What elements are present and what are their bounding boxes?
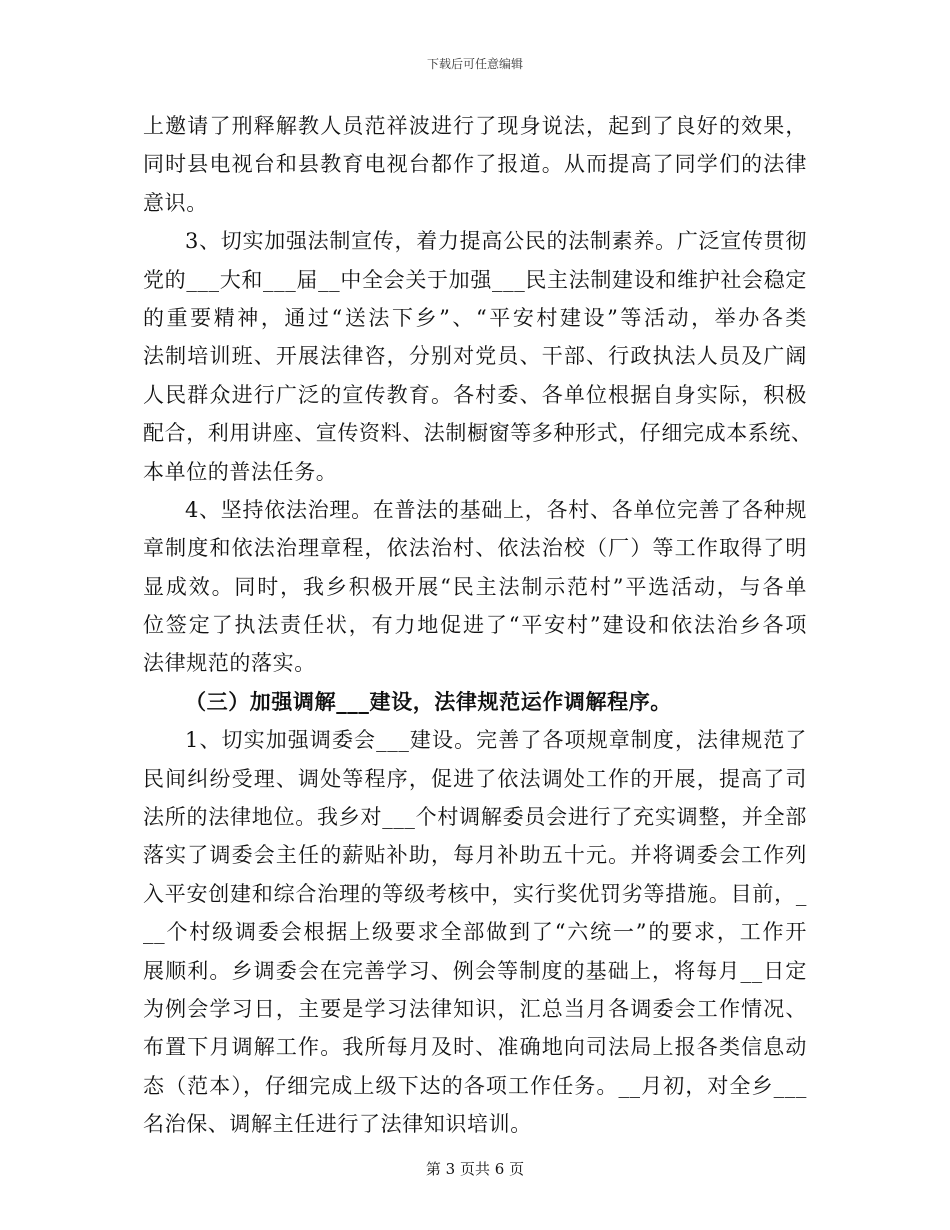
text-line: 显成效。同时，我乡积极开展“民主法制示范村”平选活动，与各单 (143, 574, 807, 599)
text-line: 4、坚持依法治理。在普法的基础上，各村、各单位完善了各种规 (185, 497, 807, 522)
text-line: 配合，利用讲座、宣传资料、法制橱窗等多种形式，仔细完成本系统、 (143, 421, 813, 446)
text-line: 党的___大和___届__中全会关于加强___民主法制建设和维护社会稳定 (143, 267, 807, 292)
text-line: 入平安创建和综合治理的等级考核中，实行奖优罚劣等措施。目前，_ (143, 881, 807, 906)
text-line: 位签定了执法责任状，有力地促进了“平安村”建设和依法治乡各项 (143, 613, 807, 638)
text-line: 人民群众进行广泛的宣传教育。各村委、各单位根据自身实际，积极 (143, 382, 807, 407)
text-line: 布置下月调解工作。我所每月及时、准确地向司法局上报各类信息动 (143, 1035, 807, 1060)
page-header: 下载后可任意编辑 (426, 57, 523, 71)
text-line: 3、切实加强法制宣传，着力提高公民的法制素养。广泛宣传贯彻 (185, 229, 807, 254)
text-line: 的重要精神，通过“送法下乡”、“平安村建设”等活动，举办各类 (143, 305, 807, 330)
text-line: 展顺利。乡调委会在完善学习、例会等制度的基础上，将每月__日定 (143, 958, 807, 983)
text-line: 同时县电视台和县教育电视台都作了报道。从而提高了同学们的法律 (143, 152, 807, 177)
text-line: __个村级调委会根据上级要求全部做到了“六统一”的要求，工作开 (143, 920, 807, 945)
text-line: 法制培训班、开展法律咨，分别对党员、干部、行政执法人员及广阔 (143, 344, 807, 369)
text-line: 名治保、调解主任进行了法律知识培训。 (143, 1112, 532, 1137)
text-line: 本单位的普法任务。 (143, 459, 338, 484)
text-line: 法所的法律地位。我乡对___个村调解委员会进行了充实调整，并全部 (143, 805, 807, 830)
document-body (143, 107, 813, 1144)
text-line: 意识。 (143, 190, 208, 215)
text-line: 章制度和依法治理章程，依法治村、依法治校（厂）等工作取得了明 (143, 536, 807, 561)
text-line: 态（范本），仔细完成上级下达的各项工作任务。__月初，对全乡___ (143, 1073, 807, 1098)
text-line: 法律规范的落实。 (143, 651, 316, 676)
text-line: 上邀请了刑释解教人员范祥波进行了现身说法，起到了良好的效果， (143, 114, 807, 138)
text-line: 1、切实加强调委会___建设。完善了各项规章制度，法律规范了 (185, 728, 807, 753)
text-line: 民间纠纷受理、调处等程序，促进了依法调处工作的开展，提高了司 (143, 766, 807, 791)
page-footer: 第 3 页共 6 页 (425, 1160, 525, 1178)
text-line: 落实了调委会主任的薪贴补助，每月补助五十元。并将调委会工作列 (143, 843, 807, 868)
section-heading: （三）加强调解___建设，法律规范运作调解程序。 (185, 688, 672, 714)
text-line: 为例会学习日，主要是学习法律知识，汇总当月各调委会工作情况、 (143, 996, 807, 1021)
